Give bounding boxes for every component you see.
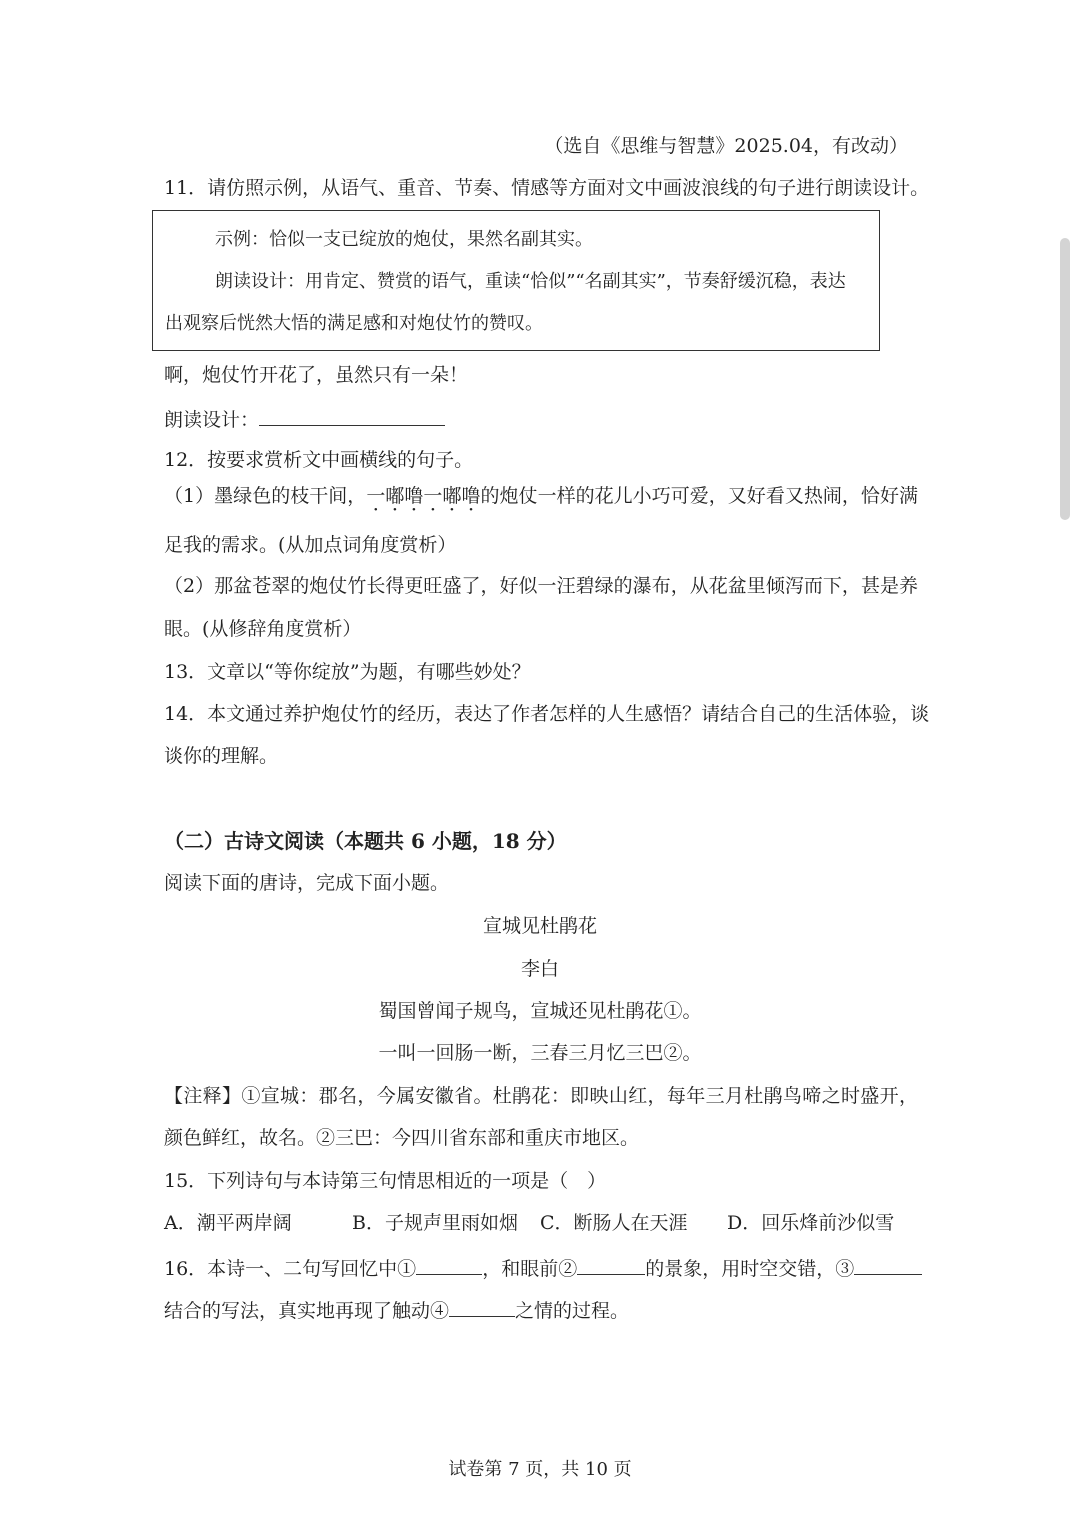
q12-s1-part-a: （1）墨绿色的枝干间，	[164, 485, 367, 507]
q12-s1-part-b: 的炮仗一样的花儿小巧可爱，又好看又热闹，恰好满	[480, 485, 918, 507]
q12-sentence1-line1	[164, 482, 918, 510]
q16-line2-b: 之情的过程。	[515, 1300, 630, 1322]
q12-sentence1-line2: 足我的需求。(从加点词角度赏析）	[164, 534, 457, 556]
section-heading: （二）古诗文阅读（本题共 6 小题，18 分）	[164, 829, 567, 853]
notes-line1: 【注释】①宣城：郡名，今属安徽省。杜鹃花：即映山红，每年三月杜鹃鸟啼之时盛开，	[164, 1085, 918, 1107]
notes-line2: 颜色鲜红，故名。②三巴：今四川省东部和重庆市地区。	[164, 1127, 640, 1149]
source-citation: （选自《思维与智慧》2025.04，有改动）	[544, 135, 908, 157]
question-11: 11．请仿照示例，从语气、重音、节奏、情感等方面对文中画波浪线的句子进行朗读设计。	[164, 177, 930, 199]
q16-part2: ，和眼前②	[482, 1258, 578, 1280]
section-intro: 阅读下面的唐诗，完成下面小题。	[164, 872, 450, 894]
scrollbar-thumb[interactable]	[1060, 238, 1070, 520]
dotted-char: 嘟	[442, 485, 462, 507]
poem-author: 李白	[520, 958, 559, 980]
question-14-line1: 14．本文通过养护炮仗竹的经历，表达了作者怎样的人生感悟？请结合自己的生活体验，谈	[164, 703, 930, 725]
option-c[interactable]: C．断肠人在天涯	[540, 1212, 688, 1234]
q16-blank-1[interactable]	[416, 1252, 482, 1275]
question-13: 13．文章以“等你绽放”为题，有哪些妙处？	[164, 661, 531, 683]
q16-blank-3[interactable]	[854, 1252, 922, 1275]
example-design-line2: 出观察后恍然大悟的满足感和对炮仗竹的赞叹。	[165, 313, 543, 334]
page-footer: 试卷第 7 页，共 10 页	[448, 1459, 632, 1480]
q16-line2-a: 结合的写法，真实地再现了触动④	[164, 1300, 450, 1322]
poem-line2: 一叫一回肠一断，三春三月忆三巴②。	[378, 1042, 702, 1064]
option-a[interactable]: A．潮平两岸阔	[164, 1212, 292, 1234]
option-d[interactable]: D．回乐烽前沙似雪	[727, 1212, 895, 1234]
poem-title: 宣城见杜鹃花	[482, 915, 597, 937]
dotted-char: 噜	[461, 485, 481, 507]
question-16-line1	[164, 1252, 918, 1283]
question-12: 12．按要求赏析文中画横线的句子。	[164, 449, 474, 471]
q12-sentence2-line2: 眼。(从修辞角度赏析）	[164, 618, 362, 640]
question-16-line2	[164, 1294, 918, 1325]
example-design-line1: 朗读设计：用肯定、赞赏的语气，重读“恰似”“名副其实”，节奏舒缓沉稳，表达	[215, 271, 846, 292]
q12-sentence2-line1: （2）那盆苍翠的炮仗竹长得更旺盛了，好似一汪碧绿的瀑布，从花盆里倾泻而下，甚是养	[164, 575, 918, 597]
option-b[interactable]: B．子规声里雨如烟	[352, 1212, 518, 1234]
dotted-char: 一	[366, 485, 386, 507]
dotted-words	[366, 485, 480, 507]
question-14-line2: 谈你的理解。	[164, 745, 279, 767]
dotted-char: 嘟	[385, 485, 405, 507]
example-box	[152, 210, 880, 351]
q11-answer	[164, 403, 918, 434]
poem-line1: 蜀国曾闻子规鸟，宣城还见杜鹃花①。	[378, 1000, 702, 1022]
q16-blank-4[interactable]	[449, 1294, 515, 1317]
answer-label: 朗读设计：	[164, 409, 260, 431]
q16-part3: 的景象，用时空交错，③	[645, 1258, 855, 1280]
question-15: 15．下列诗句与本诗第三句情思相近的一项是（ ）	[164, 1170, 607, 1192]
example-text: 示例：恰似一支已绽放的炮仗，果然名副其实。	[215, 229, 593, 250]
dotted-char: 一	[423, 485, 443, 507]
q11-sentence: 啊，炮仗竹开花了，虽然只有一朵！	[164, 364, 469, 386]
answer-blank[interactable]	[259, 403, 445, 426]
dotted-char: 噜	[404, 485, 424, 507]
q16-part1: 16．本诗一、二句写回忆中①	[164, 1258, 417, 1280]
q16-blank-2[interactable]	[577, 1252, 645, 1275]
